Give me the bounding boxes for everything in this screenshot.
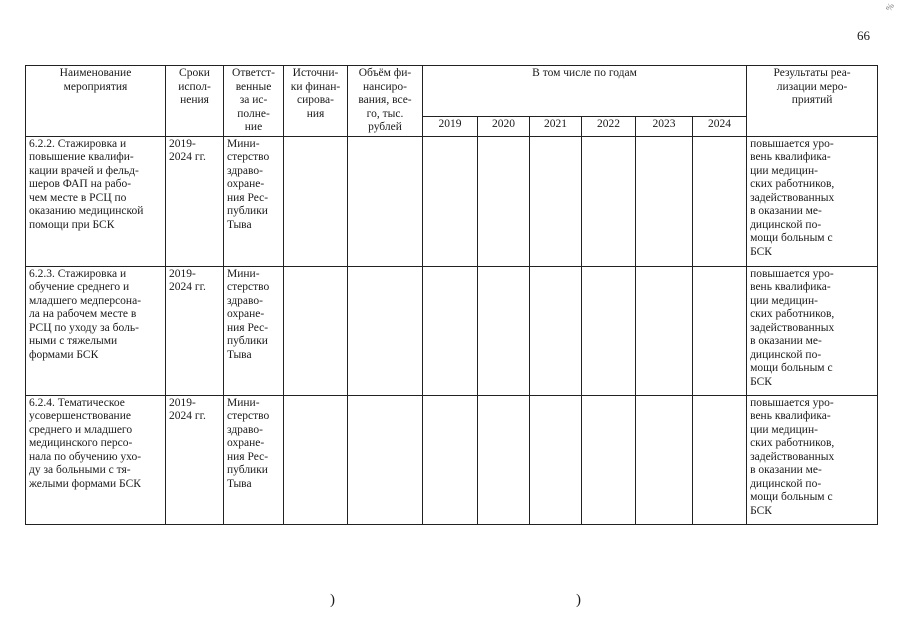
activity-year-2023 xyxy=(636,136,693,266)
table-row xyxy=(26,136,878,266)
header-terms: Сроки испол- нения xyxy=(166,66,224,137)
header-responsible: Ответст- венные за ис- полне- ние xyxy=(224,66,284,137)
activity-terms: 2019- 2024 гг. xyxy=(166,395,224,524)
activity-volume xyxy=(348,395,423,524)
activity-volume xyxy=(348,136,423,266)
activity-result: повышается уро- вень квалифика- ции медицин- ских работников, задействованных в оказании ме- дицинской по- мощи больным с БСК xyxy=(747,266,878,395)
activity-sources xyxy=(284,395,348,524)
activity-name: 6.2.2. Стажировка и повышение квалифи- кации врачей и фельд- шеров ФАП на рабо- чем месте в РСЦ по оказанию медицинской помощи при БСК xyxy=(26,136,166,266)
activity-year-2019 xyxy=(423,266,478,395)
activity-year-2019 xyxy=(423,136,478,266)
bottom-mark-right: ) xyxy=(576,592,581,608)
activity-year-2023 xyxy=(636,395,693,524)
activity-year-2024 xyxy=(693,395,747,524)
header-year-2022: 2022 xyxy=(582,116,636,136)
activity-year-2022 xyxy=(582,395,636,524)
activities-table xyxy=(25,65,878,525)
activity-year-2021 xyxy=(530,136,582,266)
header-row xyxy=(26,66,878,117)
activity-name: 6.2.3. Стажировка и обучение среднего и младшего медперсона- ла на рабочем месте в РСЦ по уходу за боль- ными с тяжелыми формами БСК xyxy=(26,266,166,395)
page-number: 66 xyxy=(857,28,870,43)
header-year-2024: 2024 xyxy=(693,116,747,136)
activity-responsible: Мини- стерство здраво- охране- ния Рес- публики Тыва xyxy=(224,136,284,266)
activity-name: 6.2.4. Тематическое усовершенствование среднего и младшего медицинского персо- нала по обучению ухо- ду за больными с тя- желыми формами БСК xyxy=(26,395,166,524)
activity-terms: 2019- 2024 гг. xyxy=(166,136,224,266)
activity-result: повышается уро- вень квалифика- ции медицин- ских работников, задействованных в оказании ме- дицинской по- мощи больным с БСК xyxy=(747,395,878,524)
activity-volume xyxy=(348,266,423,395)
activity-sources xyxy=(284,266,348,395)
activity-sources xyxy=(284,136,348,266)
header-results: Результаты реа- лизации меро- приятий xyxy=(747,66,878,137)
activity-year-2020 xyxy=(478,395,530,524)
corner-scan-mark: % xyxy=(883,1,896,13)
activity-year-2022 xyxy=(582,136,636,266)
activity-year-2022 xyxy=(582,266,636,395)
activity-responsible: Мини- стерство здраво- охране- ния Рес- публики Тыва xyxy=(224,395,284,524)
table-row xyxy=(26,266,878,395)
activity-year-2020 xyxy=(478,136,530,266)
header-year-2023: 2023 xyxy=(636,116,693,136)
activity-year-2019 xyxy=(423,395,478,524)
header-by-years: В том числе по годам xyxy=(423,66,747,117)
table-row xyxy=(26,395,878,524)
activity-year-2024 xyxy=(693,136,747,266)
activity-terms: 2019- 2024 гг. xyxy=(166,266,224,395)
header-year-2021: 2021 xyxy=(530,116,582,136)
activity-year-2023 xyxy=(636,266,693,395)
header-year-2019: 2019 xyxy=(423,116,478,136)
activity-result: повышается уро- вень квалифика- ции медицин- ских работников, задействованных в оказании ме- дицинской по- мощи больным с БСК xyxy=(747,136,878,266)
header-volume: Объём фи- нансиро- вания, все- го, тыс. рублей xyxy=(348,66,423,137)
activity-year-2020 xyxy=(478,266,530,395)
header-sources: Источни- ки финан- сирова- ния xyxy=(284,66,348,137)
header-year-2020: 2020 xyxy=(478,116,530,136)
bottom-mark-left: ) xyxy=(330,592,335,608)
activity-year-2021 xyxy=(530,395,582,524)
header-name: Наименование мероприятия xyxy=(26,66,166,137)
activity-responsible: Мини- стерство здраво- охране- ния Рес- публики Тыва xyxy=(224,266,284,395)
activity-year-2024 xyxy=(693,266,747,395)
activity-year-2021 xyxy=(530,266,582,395)
